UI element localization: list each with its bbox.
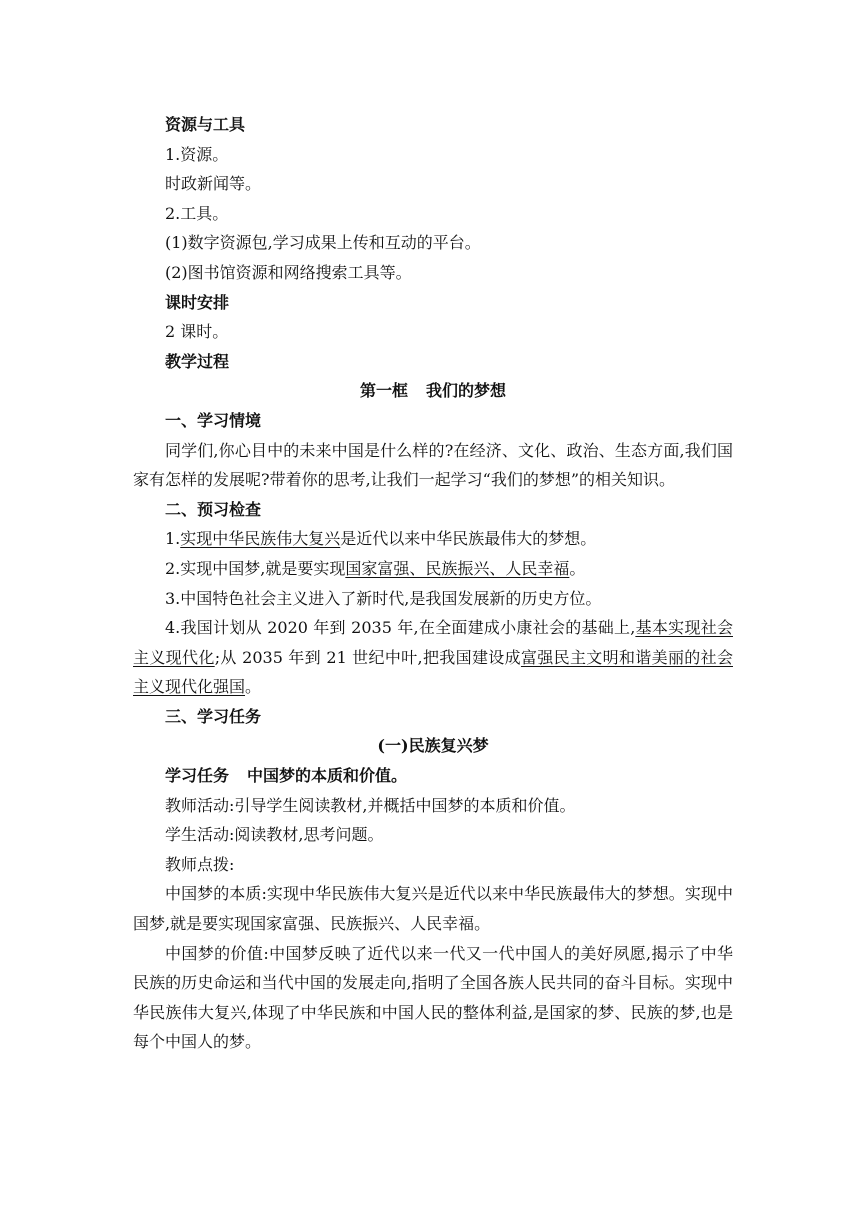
task-label: 学习任务 xyxy=(165,766,230,786)
situation-heading: 一、学习情境 xyxy=(165,410,262,430)
resources-item-2: 2.工具。 xyxy=(165,203,229,223)
essence-paragraph: 中国梦的本质:实现中华民族伟大复兴是近代以来中华民族最伟大的梦想。实现中国梦,就是要实现国家富强、民族振兴、人民幸福。 xyxy=(133,884,733,934)
preview-q2-suffix: 。 xyxy=(569,558,586,578)
task-line xyxy=(133,761,733,791)
lesson-title xyxy=(133,376,733,406)
preview-question-3: 3.中国特色社会主义进入了新时代,是我国发展新的历史方位。 xyxy=(165,588,602,608)
student-activity: 学生活动:阅读教材,思考问题。 xyxy=(165,825,384,845)
preview-q2-answer: 国家富强、民族振兴、人民幸福 xyxy=(345,558,570,578)
resources-item-1-text: 时政新闻等。 xyxy=(165,174,262,194)
preview-q1-prefix: 1. xyxy=(165,529,181,549)
teacher-activity: 教师活动:引导学生阅读教材,并概括中国梦的本质和价值。 xyxy=(165,795,576,815)
lesson-title-number: 第一框 xyxy=(359,381,408,401)
preview-q4-answer-1: 基本实现社会主义现代化 xyxy=(133,618,733,667)
preview-question-2 xyxy=(133,554,733,584)
schedule-heading: 课时安排 xyxy=(165,292,230,312)
preview-q4-suffix: 。 xyxy=(245,677,262,697)
tool-item-1: (1)数字资源包,学习成果上传和互动的平台。 xyxy=(165,233,481,253)
value-paragraph: 中国梦的价值:中国梦反映了近代以来一代又一代中国人的美好夙愿,揭示了中华民族的历史命运和当代中国的发展走向,指明了全国各族人民共同的奋斗目标。实现中华民族伟大复兴,体现了中华民族和中国人民的整体利益,是国家的梦、民族的梦,也是每个中国人的梦。 xyxy=(133,943,733,1052)
preview-question-4 xyxy=(133,613,733,702)
process-heading: 教学过程 xyxy=(165,351,230,371)
teacher-tip: 教师点拨: xyxy=(165,854,235,874)
preview-heading: 二、预习检查 xyxy=(165,499,262,519)
tool-item-2: (2)图书馆资源和网络搜索工具等。 xyxy=(165,262,412,282)
preview-question-1 xyxy=(133,524,733,554)
preview-q4-prefix: 4.我国计划从 2020 年到 2035 年,在全面建成小康社会的基础上, xyxy=(165,618,636,638)
preview-q1-suffix: 是近代以来中华民族最伟大的梦想。 xyxy=(340,529,597,549)
preview-q2-prefix: 2.实现中国梦,就是要实现 xyxy=(165,558,346,578)
preview-q4-answer-2: 富强民主文明和谐美丽的社会主义现代化强国 xyxy=(133,647,733,697)
situation-paragraph: 同学们,你心目中的未来中国是什么样的?在经济、文化、政治、生态方面,我们国家有怎样的发展呢?带着你的思考,让我们一起学习“我们的梦想”的相关知识。 xyxy=(133,440,733,490)
section-title: (一)民族复兴梦 xyxy=(377,736,489,756)
preview-q1-answer: 实现中华民族伟大复兴 xyxy=(180,529,341,549)
schedule-text: 2 课时。 xyxy=(165,322,229,342)
lesson-title-name: 我们的梦想 xyxy=(426,381,507,401)
document-page xyxy=(133,110,733,1057)
resources-heading: 资源与工具 xyxy=(165,115,246,134)
tasks-heading: 三、学习任务 xyxy=(165,706,262,726)
preview-q4-middle: ;从 2035 年到 21 世纪中叶,把我国建设成 xyxy=(214,647,521,667)
task-text: 中国梦的本质和价值。 xyxy=(247,766,408,786)
resources-item-1: 1.资源。 xyxy=(165,144,229,164)
